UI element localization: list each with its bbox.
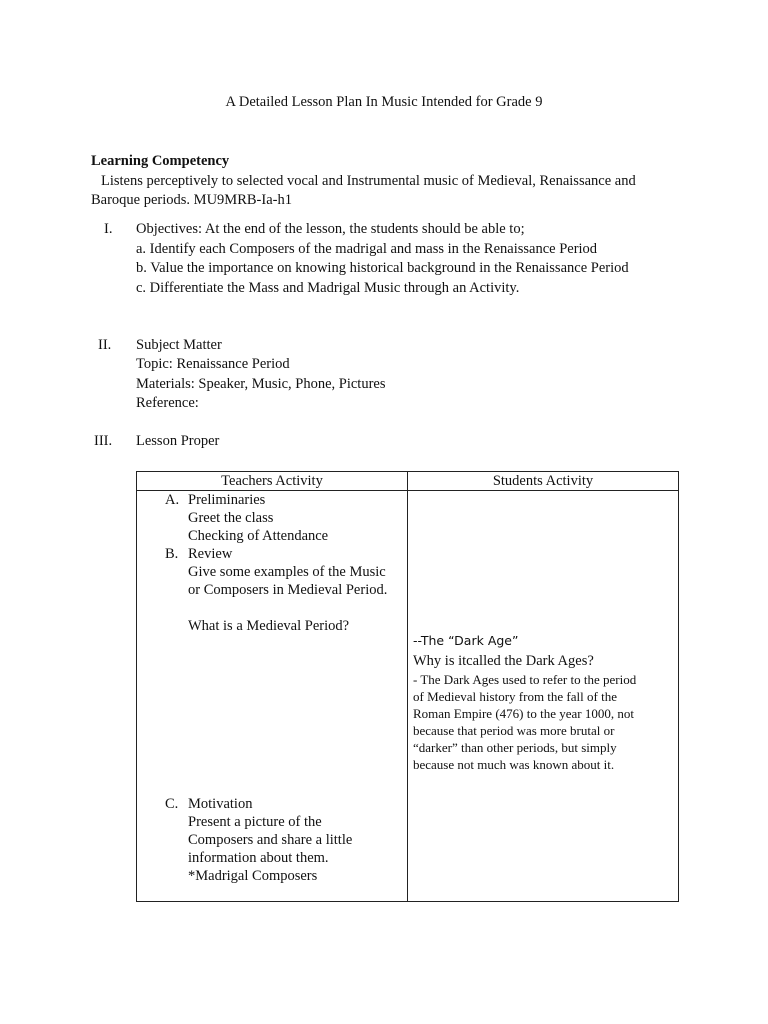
list-item: Composers and share a little	[188, 832, 353, 848]
list-item: Give some examples of the Music	[188, 564, 386, 580]
lesson-proper-heading: Lesson Proper	[136, 433, 220, 449]
objective-item: b. Value the importance on knowing historical background in the Renaissance Period	[136, 260, 629, 277]
subject-matter-topic: Topic: Renaissance Period	[136, 356, 290, 373]
objective-item: c. Differentiate the Mass and Madrigal Music through an Activity.	[136, 280, 520, 297]
list-item: or Composers in Medieval Period.	[188, 582, 388, 598]
preliminaries-title: Preliminaries	[188, 492, 266, 508]
list-letter: B.	[165, 546, 179, 562]
answer-line: Roman Empire (476) to the year 1000, not	[413, 706, 634, 721]
learning-competency-heading: Learning Competency	[91, 153, 230, 169]
list-item: Checking of Attendance	[188, 528, 329, 544]
competency-text-line: Baroque periods. MU9MRB-Ia-h1	[91, 192, 292, 208]
list-item: Present a picture of the	[188, 814, 322, 830]
answer-line: - The Dark Ages used to refer to the period	[413, 672, 637, 687]
objective-item: a. Identify each Composers of the madrigal and mass in the Renaissance Period	[136, 240, 598, 257]
students-activity-header: Students Activity	[408, 472, 679, 491]
answer-line: of Medieval history from the fall of the	[413, 689, 617, 704]
section-numeral-objectives: I.	[104, 221, 113, 237]
answer-line: because not much was known about it.	[413, 757, 615, 772]
subject-matter-materials: Materials: Speaker, Music, Phone, Pictures	[136, 375, 386, 392]
list-letter: C.	[165, 796, 179, 812]
subject-matter-reference: Reference:	[136, 395, 199, 412]
list-item: information about them.	[188, 850, 329, 866]
list-item: Greet the class	[188, 510, 274, 526]
answer-line: because that period was more brutal or	[413, 723, 615, 738]
motivation-title: Motivation	[188, 796, 253, 812]
dark-ages-question: Why is itcalled the Dark Ages?	[413, 653, 594, 669]
review-title: Review	[188, 546, 233, 562]
lesson-activity-table	[136, 471, 679, 902]
section-numeral-lesson-proper: III.	[94, 433, 113, 449]
section-numeral-subject-matter: II.	[98, 337, 112, 353]
list-letter: A.	[165, 492, 180, 508]
subject-matter-heading: Subject Matter	[136, 337, 222, 353]
teachers-activity-header: Teachers Activity	[137, 472, 408, 491]
teachers-activity-cell	[137, 491, 408, 902]
objectives-block	[136, 220, 629, 299]
review-question: What is a Medieval Period?	[188, 618, 350, 634]
dark-age-answer: --The “Dark Age”	[413, 633, 519, 648]
competency-text-line: Listens perceptively to selected vocal and Instrumental music of Medieval, Renaissance and	[101, 173, 636, 189]
list-item: *Madrigal Composers	[188, 868, 318, 884]
objectives-heading: Objectives: At the end of the lesson, the students should be able to;	[136, 221, 525, 237]
document-title: A Detailed Lesson Plan In Music Intended for Grade 9	[225, 94, 543, 110]
students-activity-cell	[408, 491, 679, 902]
answer-line: “darker” than other periods, but simply	[413, 740, 617, 755]
subject-matter-block	[136, 336, 386, 414]
